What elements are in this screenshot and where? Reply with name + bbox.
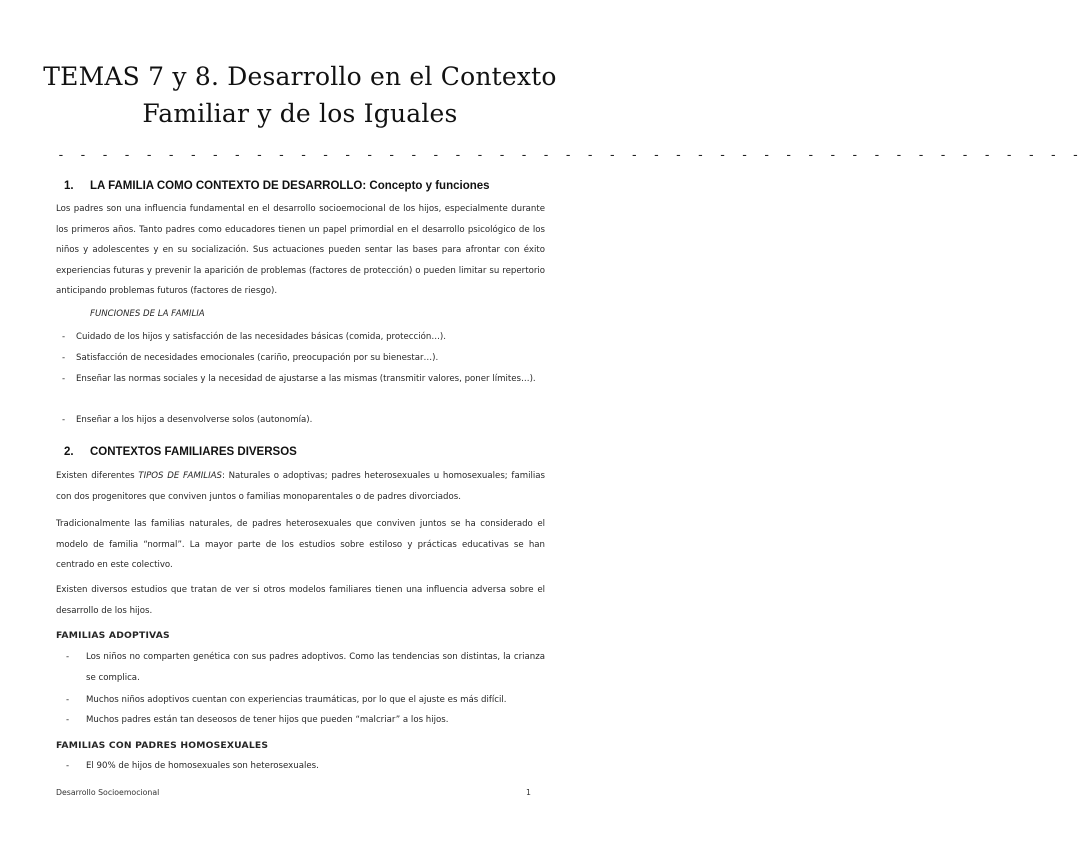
- section-1-paragraph: Los padres son una influencia fundamental en el desarrollo socioemocional de los hijos, especialmente durante los primeros años. Tanto padres como educadores tienen un papel primordial en el desarrollo psicológico de los niños y adolescentes y en su socialización. Sus actuaciones pueden sentar las bases para afrontar con éxito experiencias futuras y prevenir la aparición de problemas (factores de protección) o pueden limitar su repertorio anticipando problemas futuros (factores de riesgo).: [56, 204, 545, 296]
- adoptive-families-heading: FAMILIAS ADOPTIVAS: [56, 630, 170, 641]
- section-number: 2.: [64, 446, 74, 458]
- section-1-heading-bold: LA FAMILIA COMO CONTEXTO DE DESARROLLO:: [90, 180, 367, 192]
- section-2-heading-text: CONTEXTOS FAMILIARES DIVERSOS: [90, 446, 297, 458]
- list-item: - Muchos padres están tan deseosos de tener hijos que pueden “malcriar” a los hijos.: [66, 715, 449, 725]
- list-item: - Enseñar las normas sociales y la necesidad de ajustarse a las mismas (transmitir valores, poner límites…).: [62, 374, 536, 384]
- list-item: - Cuidado de los hijos y satisfacción de las necesidades básicas (comida, protección…).: [62, 332, 446, 342]
- list-item: - Enseñar a los hijos a desenvolverse solos (autonomía).: [62, 415, 313, 425]
- section-1-heading-rest: Concepto y funciones: [366, 180, 490, 192]
- list-item: - Muchos niños adoptivos cuentan con experiencias traumáticas, por lo que el ajuste es más difícil.: [66, 695, 507, 705]
- section-2-paragraph-3: Existen diversos estudios que tratan de ver si otros modelos familiares tienen una influencia adversa sobre el desarrollo de los hijos.: [56, 585, 545, 616]
- family-functions-subheading: FUNCIONES DE LA FAMILIA: [90, 309, 205, 319]
- footer-course-title: Desarrollo Socioemocional: [56, 788, 160, 797]
- page-number: 1: [526, 788, 531, 797]
- list-item: - Los niños no comparten genética con sus padres adoptivos. Como las tendencias son distintas, la crianza se complica.: [66, 652, 545, 683]
- list-item: - Satisfacción de necesidades emocionales (cariño, preocupación por su bienestar…).: [62, 353, 439, 363]
- list-item: - El 90% de hijos de homosexuales son heterosexuales.: [66, 761, 319, 771]
- document-title: TEMAS 7 y 8. Desarrollo en el Contexto Familiar y de los Iguales: [43, 62, 557, 128]
- section-number: 1.: [64, 180, 74, 192]
- section-2-paragraph-1: Existen diferentes TIPOS DE FAMILIAS: Naturales o adoptivas; padres heterosexuales u homosexuales; familias con dos progenitores que conviven juntos o familias monoparentales o de padres divorciados.: [56, 471, 545, 502]
- title-divider: - - - - - - - - - - - - - - - - - - - - - - - - - - - - - - - - - - - - - - - - - - - - - - -: [57, 148, 1082, 163]
- section-2-paragraph-2: Tradicionalmente las familias naturales, de padres heterosexuales que conviven juntos se ha considerado el modelo de familia “normal”. La mayor parte de los estudios sobre estiloso y prácticas educativas se han centrado en este colectivo.: [56, 519, 545, 570]
- homosexual-parents-heading: FAMILIAS CON PADRES HOMOSEXUALES: [56, 740, 269, 751]
- section-1-heading: [64, 180, 490, 192]
- section-2-heading: [64, 446, 297, 458]
